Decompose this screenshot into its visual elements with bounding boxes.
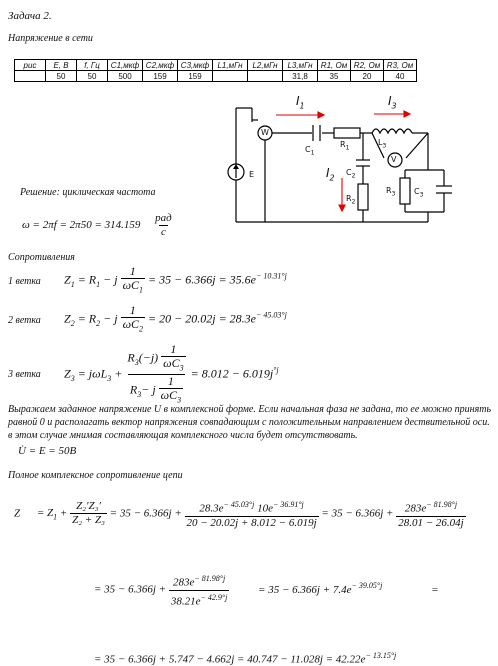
table-header-cell: L3,мГн: [283, 60, 318, 71]
branch1-label: 1 ветка: [8, 276, 41, 287]
table-header-cell: рис: [15, 60, 46, 71]
current-label-i3: $I_3$: [388, 94, 397, 111]
table-header-cell: C1,мкф: [108, 60, 143, 71]
table-value-cell: 159: [178, 71, 213, 82]
circuit-diagram: [0, 0, 498, 240]
table-header-cell: C2,мкф: [143, 60, 178, 71]
table-value-cell: 35: [318, 71, 351, 82]
table-value-cell: 50: [46, 71, 77, 82]
task-subtitle: Напряжение в сети: [8, 33, 93, 44]
branch1-equation: $Z_1 = R_1 - j$ $\frac{1}{\omega C_1}$ = $35 - 6.366j = 35.6e^{- 10.31^\circ j}$: [64, 264, 287, 295]
table-header-cell: R2, Ом: [351, 60, 384, 71]
explanation-paragraph: Выражаем заданное напряжение U в комплексной форме. Если начальная фаза не задана, то ее можно принять равной 0 и располагать вектор напряжения совпадающим с положительным направлением дествительной оси. в этом случае мнимая составляющая комплексного числа будет отсутствовать.: [8, 404, 492, 441]
omega-unit: $\frac{\text{рад}}{с}$: [155, 212, 172, 238]
solution-heading: Решение: циклическая частота: [20, 187, 156, 198]
branch2-label: 2 ветка: [8, 315, 41, 326]
label-r1: $R_1$: [340, 140, 350, 152]
table-header-cell: f, Гц: [77, 60, 108, 71]
table-header-cell: C3,мкф: [178, 60, 213, 71]
table-header-cell: L2,мГн: [248, 60, 283, 71]
label-c3: $C_3$: [414, 187, 424, 199]
resistances-heading: Сопротивления: [8, 252, 75, 263]
source-label-e: E: [249, 170, 255, 179]
impedance-equation-1: $Z = Z_1$ + $\frac{\text{Z₂′Z₃′}}{\text{Z₂ + Z₃}}$ = 35 − 6.366j + $\frac{28.3e^{- 45.03^\circ j} 10e^{- 36.91^\circ j}}{20 - 20.02j + 8.012 - 6.019j}$ = 35 − 6.366j + $\frac{283e^{- 81.98^\circ j}}{28.01 - 26.04j}$: [14, 500, 464, 529]
table-value-cell: 20: [351, 71, 384, 82]
label-r3: $R_3$: [386, 186, 396, 198]
branch2-equation: $Z_2 = R_2 - j$ $\frac{1}{\omega C_2}$ = $20 - 20.02j = 28.3e^{- 45.03^\circ j}$: [64, 303, 287, 334]
voltage-equation: U̇ = E = 50B: [18, 445, 77, 457]
table-value-cell: 159: [143, 71, 178, 82]
table-header-cell: R1, Ом: [318, 60, 351, 71]
full-impedance-heading: Полное комплексное сопротивление цепи: [8, 470, 183, 481]
table-header-cell: R3, Ом: [384, 60, 417, 71]
label-c2: $C_2$: [346, 168, 356, 180]
table-value-cell: 500: [108, 71, 143, 82]
label-c1: $C_1$: [305, 145, 315, 157]
branch3-equation: $Z_3 = j\omega L_3$ + $R_3(-j)$ $\frac{1}{\omega C_3}$ $R_3- j$ $\frac{1}{\omega C_3}$ = $8.012 - 6.019j^{^\circ j}$: [64, 342, 279, 405]
table-header-cell: E, В: [46, 60, 77, 71]
table-header-cell: L1,мГн: [213, 60, 248, 71]
current-label-i1: $I_1$: [296, 94, 305, 111]
table-value-cell: 40: [384, 71, 417, 82]
impedance-equation-2: = 35 − 6.366j + $\frac{283e^{- 81.98^\circ j}}{38.21e^{- 42.9^\circ j}}$ = $35 - 6.366j + 7.4e^{- 39.05^\circ j}$ =: [94, 574, 439, 608]
impedance-equation-3: = $35 - 6.366j + 5.747 - 4.662j = 40.747 - 11.028j = 42.22e^{- 13.15^\circ j}$: [94, 651, 397, 666]
branch3-label: 3 ветка: [8, 369, 41, 380]
current-label-i2: $I_2$: [326, 166, 335, 183]
label-l3: $L_3$: [378, 138, 387, 150]
task-title: Задача 2.: [8, 10, 52, 22]
omega-equation: ω = 2πf = 2π50 = 314.159 $\frac{\text{рад}}{с}$: [22, 212, 172, 238]
wattmeter-label: W: [261, 128, 269, 137]
label-r2: $R_2$: [346, 194, 356, 206]
table-value-cell: 31,8: [283, 71, 318, 82]
voltmeter-label: V: [391, 155, 397, 164]
table-value-cell: 50: [77, 71, 108, 82]
